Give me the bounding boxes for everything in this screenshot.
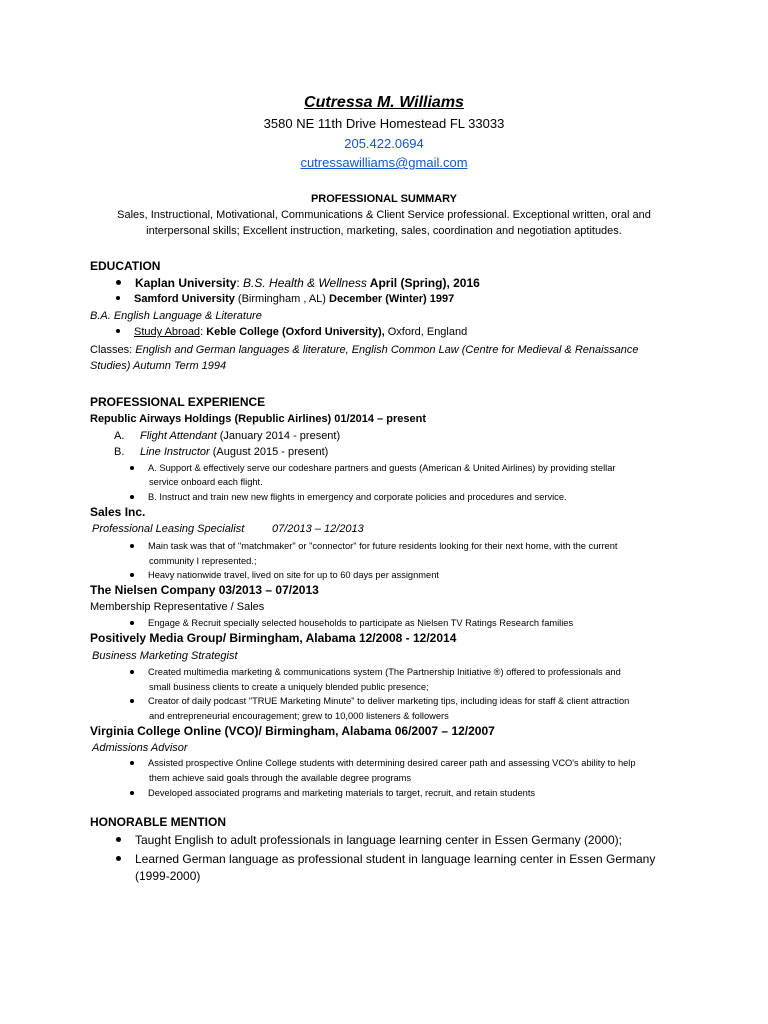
job-nielsen-role: Membership Representative / Sales	[90, 601, 265, 613]
job-sales-title: Sales Inc.	[90, 505, 146, 519]
education-heading: EDUCATION	[90, 259, 161, 273]
honorable-item-2-cont: (1999-2000)	[135, 869, 201, 883]
experience-heading: PROFESSIONAL EXPERIENCE	[90, 395, 266, 409]
job-sales-bullet-2: Heavy nationwide travel, lived on site for up to 60 days per assignment	[130, 570, 439, 580]
bullet-icon	[130, 466, 134, 470]
bullet-icon	[130, 791, 134, 795]
job-positively-bullet-1: Created multimedia marketing & communications system (The Partnership Initiative ®) offered to professionals and	[130, 667, 621, 677]
job-vco-bullet-1-cont: them achieve said goals through the available degree programs	[149, 773, 412, 783]
bullet-icon	[116, 856, 121, 861]
job-republic-title: Republic Airways Holdings (Republic Airlines) 01/2014 – present	[90, 413, 427, 425]
job-positively-bullet-2-cont: and entrepreneurial encouragement; grew to 10,000 listeners & followers	[149, 711, 449, 721]
education-classes-line-2: Studies) Autumn Term 1994	[90, 360, 227, 372]
job-republic-bullet-1: A. Support & effectively serve our codeshare partners and guests (American & United Airlines) by providing stellar	[130, 463, 616, 473]
bullet-icon	[116, 296, 120, 300]
job-nielsen-bullet-1: Engage & Recruit specially selected households to participate as Nielsen TV Ratings Research families	[130, 618, 573, 628]
bullet-icon	[116, 837, 121, 842]
bullet-icon	[130, 699, 134, 703]
job-vco-bullet-1: Assisted prospective Online College students with determining desired career path and assessing VCO's ability to help	[130, 758, 636, 768]
candidate-name: Cutressa M. Williams	[304, 94, 464, 111]
job-positively-title: Positively Media Group/ Birmingham, Alabama 12/2008 - 12/2014	[90, 631, 457, 645]
job-sales-dates: 07/2013 – 12/2013	[272, 523, 364, 535]
job-republic-role-a: A. Flight Attendant (January 2014 - present)	[114, 430, 341, 442]
education-classes-line-1: Classes: English and German languages & literature, English Common Law (Centre for Medieval & Renaissance	[90, 344, 639, 356]
job-republic-bullet-2: B. Instruct and train new new flights in emergency and corporate policies and procedures and service.	[130, 492, 567, 502]
job-positively-role: Business Marketing Strategist	[92, 650, 238, 662]
bullet-icon	[130, 670, 134, 674]
bullet-icon	[130, 761, 134, 765]
summary-line-1: Sales, Instructional, Motivational, Communications & Client Service professional. Exceptional written, oral and	[117, 209, 651, 221]
phone-link[interactable]: 205.422.0694	[344, 136, 424, 151]
honorable-item-2: Learned German language as professional student in language learning center in Essen Germany	[116, 852, 655, 866]
education-samford: Samford University (Birmingham , AL) December (Winter) 1997	[116, 293, 454, 305]
job-vco-role: Admissions Advisor	[92, 742, 188, 754]
bullet-icon	[130, 495, 134, 499]
bullet-icon	[130, 621, 134, 625]
job-positively-bullet-1-cont: small business clients to create a uniquely blended public presence;	[149, 682, 429, 692]
bullet-icon	[116, 329, 120, 333]
job-vco-bullet-2: Developed associated programs and marketing materials to target, recruit, and retain students	[130, 788, 535, 798]
education-ba: B.A. English Language & Literature	[90, 310, 262, 322]
job-sales-role: Professional Leasing Specialist	[92, 523, 245, 535]
address: 3580 NE 11th Drive Homestead FL 33033	[263, 116, 505, 131]
job-nielsen-title: The Nielsen Company 03/2013 – 07/2013	[90, 583, 319, 597]
honorable-heading: HONORABLE MENTION	[90, 815, 226, 829]
job-republic-role-b: B. Line Instructor (August 2015 - present)	[114, 446, 329, 458]
bullet-icon	[130, 544, 134, 548]
job-vco-title: Virginia College Online (VCO)/ Birmingham, Alabama 06/2007 – 12/2007	[90, 724, 495, 738]
email-link[interactable]: cutressawilliams@gmail.com	[300, 155, 468, 170]
education-kaplan: Kaplan University: B.S. Health & Wellness April (Spring), 2016	[116, 276, 480, 290]
education-abroad: Study Abroad: Keble College (Oxford University), Oxford, England	[116, 326, 467, 338]
summary-line-2: interpersonal skills; Excellent instruction, marketing, sales, coordination and negotiation aptitudes.	[146, 225, 622, 237]
bullet-icon	[116, 280, 121, 285]
job-sales-bullet-1: Main task was that of "matchmaker" or "connector" for future residents looking for their next home, with the current	[130, 541, 617, 551]
bullet-icon	[130, 573, 134, 577]
job-positively-bullet-2: Creator of daily podcast "TRUE Marketing Minute" to deliver marketing tips, including ideas for staff & client attraction	[130, 696, 629, 706]
honorable-item-1: Taught English to adult professionals in language learning center in Essen Germany (2000);	[116, 833, 622, 847]
job-republic-bullet-1-cont: service onboard each flight.	[149, 477, 263, 487]
job-sales-bullet-1-cont: community I represented.;	[149, 556, 257, 566]
summary-heading: PROFESSIONAL SUMMARY	[310, 193, 458, 205]
